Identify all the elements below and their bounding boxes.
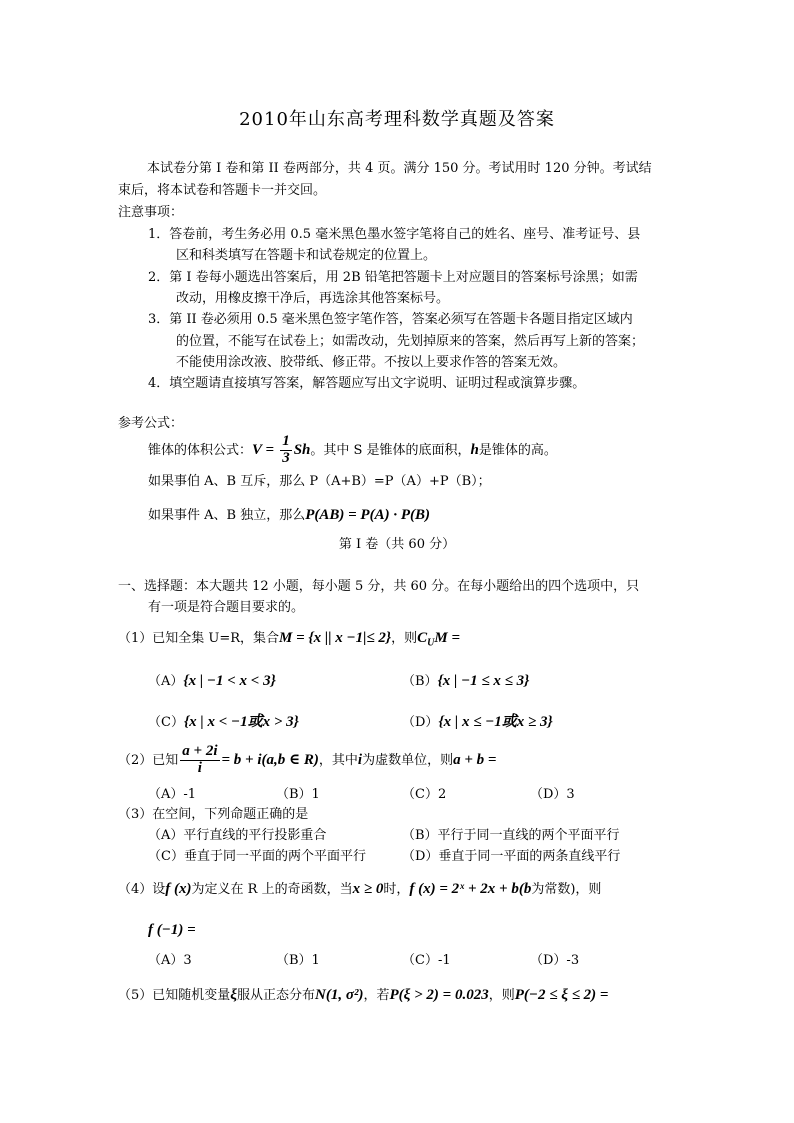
q1-option-c-math: {x | x < −1或x > 3} xyxy=(183,714,299,730)
cone-formula-suffix-a: 。其中 S 是锥体的底面积， xyxy=(310,442,471,458)
q1-option-b-math: {x | −1 ≤ x ≤ 3} xyxy=(437,673,530,689)
q2-option-a: （A）-1 xyxy=(148,787,197,802)
q4-prefix: （4）设 xyxy=(118,882,166,897)
q5-mid3: ，则 xyxy=(488,988,515,1003)
q2-mid: ，其中 xyxy=(318,752,358,768)
q1-mid: ，则 xyxy=(391,631,418,646)
q4-option-b: （B）1 xyxy=(276,953,320,968)
notice-item-1b: 区和科类填写在答题卡和试卷规定的位置上。 xyxy=(176,248,437,263)
q4-f-math: f (x) xyxy=(165,881,192,897)
q4-mid3: 为常数)，则 xyxy=(531,882,602,897)
notice-item-2b: 改动，用橡皮擦干净后，再选涂其他答案标号。 xyxy=(176,291,450,306)
q2-option-c: （C）2 xyxy=(402,787,447,802)
independent-prefix: 如果事件 A、B 独立，那么 xyxy=(148,508,306,523)
q1-set-math: M = {x || x −1|≤ 2} xyxy=(279,630,392,646)
q3-option-c: （C）垂直于同一平面的两个平面平行 xyxy=(148,849,366,864)
q5-mid2: ，若 xyxy=(363,988,390,1003)
question-4-stem xyxy=(118,877,601,901)
q1-option-d-math: {x | x ≤ −1或x ≥ 3} xyxy=(438,714,553,730)
q3-option-b: （B）平行于同一直线的两个平面平行 xyxy=(402,828,620,843)
cone-formula-lhs: V = xyxy=(252,441,275,458)
q4-definition-math: f (x) = 2ˣ + 2x + b(b xyxy=(409,881,532,897)
q1-option-a xyxy=(148,669,276,693)
q2-i-symbol: i xyxy=(357,751,363,768)
q3-option-a: （A）平行直线的平行投影重合 xyxy=(148,828,327,843)
cone-height-symbol: h xyxy=(470,441,479,458)
q2-option-d: （D）3 xyxy=(530,787,575,802)
question-3-stem: （3）在空间，下列命题正确的是 xyxy=(118,807,309,822)
q2-fraction-denominator: i xyxy=(197,759,202,776)
q4-condition-math: x ≥ 0 xyxy=(352,881,384,897)
q1-option-a-label: （A） xyxy=(148,674,184,689)
q2-option-b: （B）1 xyxy=(276,787,320,802)
independent-math: P(AB) = P(A) · P(B) xyxy=(305,507,430,523)
one-third-fraction xyxy=(280,434,292,467)
question-1-stem xyxy=(118,626,460,652)
q5-mid1: 服从正态分布 xyxy=(237,988,316,1003)
q1-complement-math: C xyxy=(417,630,428,646)
q4-option-c: （C）-1 xyxy=(402,953,451,968)
cone-formula-suffix-b: 是锥体的高。 xyxy=(478,442,557,458)
q4-mid2: 时， xyxy=(383,882,410,897)
exclusive-events-formula: 如果事伯 A、B 互斥，那么 P（A+B）=P（A）+P（B）； xyxy=(148,474,491,489)
q5-query-math: P(−2 ≤ ξ ≤ 2) = xyxy=(514,987,609,1003)
q1-complement-sub: U xyxy=(427,637,435,649)
q1-option-d-label: （D） xyxy=(402,715,439,730)
q5-xi-symbol: ξ xyxy=(230,987,238,1003)
cone-formula-rhs: Sh xyxy=(293,441,311,458)
q1-option-c-label: （C） xyxy=(148,715,184,730)
notice-item-3a: 3．第 II 卷必须用 0.5 毫米黑色签字笔作答，答案必须写在答题卡各题目指定区域内 xyxy=(148,312,633,327)
q4-mid1: 为定义在 R 上的奇函数，当 xyxy=(191,882,353,897)
q5-normal-math: N(1, σ²) xyxy=(315,987,364,1003)
q1-option-b xyxy=(402,669,529,693)
part1-heading: 第 I 卷（共 60 分） xyxy=(338,537,456,552)
q1-option-d xyxy=(402,710,553,734)
section1-line-1: 一、选择题：本大题共 12 小题，每小题 5 分，共 60 分。在每小题给出的四个选项中，只 xyxy=(118,579,640,594)
independent-events-formula xyxy=(148,503,430,527)
q2-fraction xyxy=(180,744,219,777)
notice-item-3b: 的位置，不能写在试卷上；如需改动，先划掉原来的答案，然后再写上新的答案； xyxy=(176,334,645,349)
q1-option-a-math: {x | −1 < x < 3} xyxy=(183,673,276,689)
document-title: 2010年山东高考理科数学真题及答案 xyxy=(239,109,555,130)
intro-line-2: 束后，将本试卷和答题卡一并交回。 xyxy=(118,183,327,198)
notice-item-3c: 不能使用涂改液、胶带纸、修正带。不按以上要求作答的答案无效。 xyxy=(176,355,567,370)
cone-formula-prefix: 锥体的体积公式： xyxy=(148,442,253,458)
q2-rhs: = b + i(a,b ∈ R) xyxy=(221,751,319,768)
q2-fraction-numerator: a + 2i xyxy=(182,743,218,759)
q2-mid2: 为虚数单位，则 xyxy=(362,752,454,768)
notice-item-4: 4．填空题请直接填写答案，解答题应写出文字说明、证明过程或演算步骤。 xyxy=(148,376,586,391)
q1-complement-tail: M = xyxy=(434,630,461,646)
q5-probability-math: P(ξ > 2) = 0.023 xyxy=(389,987,489,1003)
q1-option-c xyxy=(148,710,299,734)
fraction-denominator: 3 xyxy=(282,449,290,466)
q1-prefix: （1）已知全集 U=R，集合 xyxy=(118,631,280,646)
q4-option-a: （A）3 xyxy=(148,953,192,968)
intro-line-1: 本试卷分第 I 卷和第 II 卷两部分，共 4 页。满分 150 分。考试用时 120 分钟。考试结 xyxy=(147,161,652,176)
fraction-numerator: 1 xyxy=(282,433,290,449)
question-5-stem xyxy=(118,983,608,1007)
q3-option-d: （D）垂直于同一平面的两条直线平行 xyxy=(402,849,621,864)
q5-prefix: （5）已知随机变量 xyxy=(118,988,231,1003)
q1-option-b-label: （B） xyxy=(402,674,438,689)
section1-line-2: 有一项是符合题目要求的。 xyxy=(148,600,305,615)
notice-item-1a: 1．答卷前，考生务必用 0.5 毫米黑色墨水签字笔将自己的姓名、座号、准考证号、县 xyxy=(148,227,641,242)
q2-tail-math: a + b = xyxy=(453,751,497,768)
q4-option-d: （D）-3 xyxy=(530,953,580,968)
q4-line-2-math: f (−1) = xyxy=(148,922,196,938)
cone-formula xyxy=(148,434,557,467)
question-2-stem xyxy=(118,744,496,777)
formulas-heading: 参考公式： xyxy=(118,416,184,431)
notice-heading: 注意事项： xyxy=(118,205,184,220)
q2-prefix: （2）已知 xyxy=(118,752,179,768)
notice-item-2a: 2．第 I 卷每小题选出答案后，用 2B 铅笔把答题卡上对应题目的答案标号涂黑；如需 xyxy=(148,270,638,285)
